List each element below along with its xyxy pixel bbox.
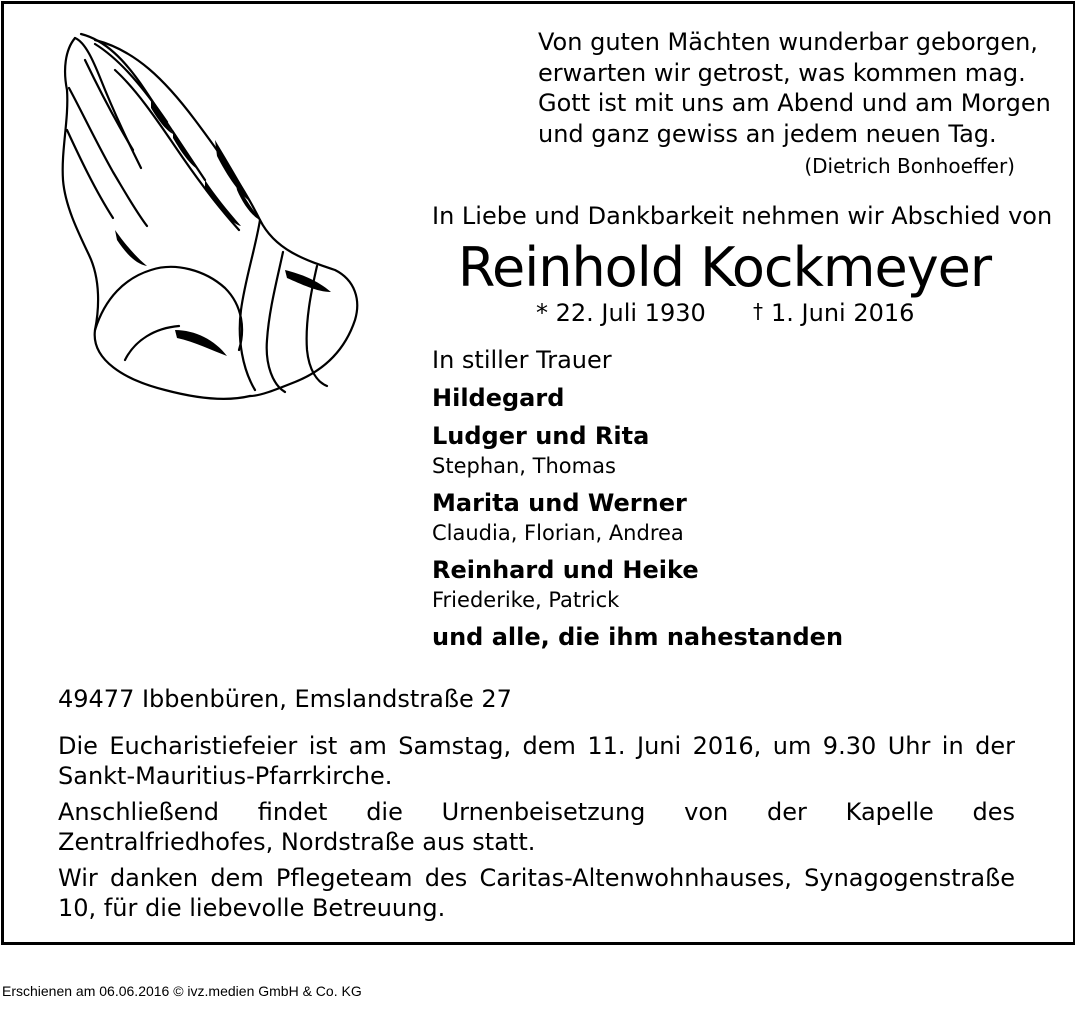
death-date-value: 1. Juni 2016 (771, 299, 915, 327)
mourner-children: Friederike, Patrick (432, 588, 620, 612)
mourner-name: Reinhard und Heike (432, 556, 699, 584)
mourner-children: Stephan, Thomas (432, 454, 616, 478)
poem (538, 27, 1051, 178)
poem-line: erwarten wir getrost, was kommen mag. (538, 58, 1026, 87)
burial-paragraph: Anschließend findet die Urnenbeisetzung von der Kapelle des Zentralfriedhofes, Nordstraße aus statt. (58, 798, 1015, 856)
cross-icon: † (753, 299, 763, 323)
address: 49477 Ibbenbüren, Emslandstraße 27 (58, 685, 512, 713)
praying-hands-icon (55, 30, 365, 420)
death-date (753, 299, 914, 327)
poem-line: und ganz gewiss an jedem neuen Tag. (538, 119, 997, 148)
mourner-name: Hildegard (432, 384, 565, 412)
mourner-children: Claudia, Florian, Andrea (432, 521, 684, 545)
thanks-paragraph: Wir danken dem Pflegeteam des Caritas-Altenwohnhauses, Synagogenstraße 10, für die liebevolle Betreuung. (58, 864, 1015, 922)
publication-footer: Erschienen am 06.06.2016 © ivz.medien GmbH & Co. KG (2, 983, 362, 999)
mourner-name: Marita und Werner (432, 489, 687, 517)
poem-line: Von guten Mächten wunderbar geborgen, (538, 28, 1038, 56)
deceased-name: Reinhold Kockmeyer (457, 236, 992, 299)
poem-line: Gott ist mit uns am Abend und am Morgen (538, 89, 1051, 117)
poem-author: (Dietrich Bonhoeffer) (804, 154, 1015, 178)
mourners-heading: In stiller Trauer (432, 346, 612, 374)
intro-text: In Liebe und Dankbarkeit nehmen wir Abschied von (432, 202, 1053, 230)
mourner-closing: und alle, die ihm nahestanden (432, 623, 844, 651)
birth-date: * 22. Juli 1930 (536, 299, 706, 327)
service-paragraph: Die Eucharistiefeier ist am Samstag, dem 11. Juni 2016, um 9.30 Uhr in der Sankt-Mauritius-Pfarrkirche. (58, 732, 1015, 790)
mourner-name: Ludger und Rita (432, 422, 650, 450)
